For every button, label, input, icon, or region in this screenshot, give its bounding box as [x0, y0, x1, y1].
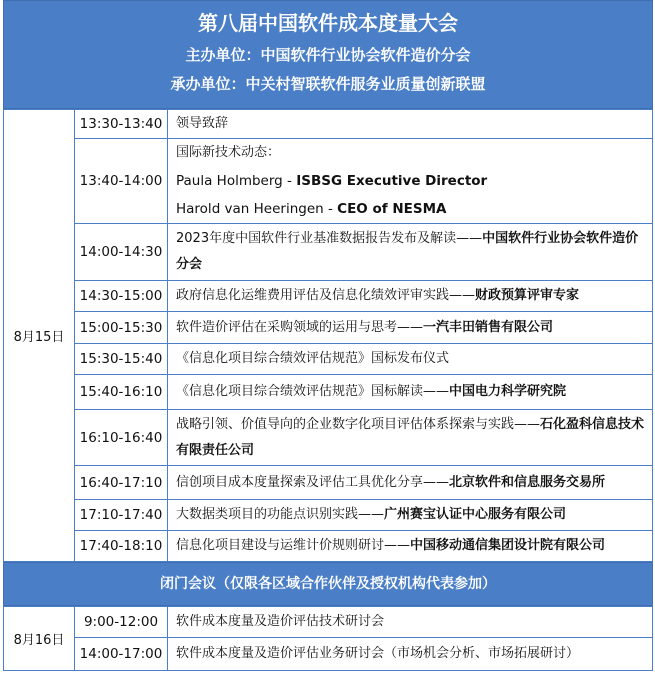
schedule-row [4, 312, 653, 344]
speaker-role: ISBSG Executive Director [296, 173, 488, 189]
speaker-name: Harold van Heeringen - [176, 201, 338, 217]
topic-cell [168, 375, 653, 410]
time-cell: 17:10-17:40 [75, 500, 168, 531]
topic-text: 《信息化项目综合绩效评估规范》国标发布仪式 [176, 351, 450, 366]
topic-text: 《信息化项目综合绩效评估规范》国标解读—— [176, 384, 450, 399]
schedule-row [4, 500, 653, 531]
topic-cell [168, 281, 653, 312]
speaker-org: 中国软件行业协会软件造价分会 [176, 231, 639, 272]
topic-text: 软件造价评估在采购领域的运用与思考—— [176, 319, 424, 335]
time-cell: 13:40-14:00 [75, 139, 168, 224]
topic-text: 政府信息化运维费用评估及信息化绩效评审实践—— [176, 288, 476, 303]
schedule-row [4, 375, 653, 410]
time-cell: 9:00-12:00 [75, 607, 168, 638]
speaker-org: 石化盈科信息技术有限责任公司 [176, 416, 645, 458]
topic-text: 2023年度中国软件行业基准数据报告发布及解读—— [176, 231, 483, 246]
schedule-row [4, 466, 653, 500]
topic-text: 信息化项目建设与运维计价规则研讨—— [176, 538, 411, 553]
topic-cell [168, 110, 653, 139]
topic-text: 软件成本度量及造价评估业务研讨会（市场机会分析、市场拓展研讨） [176, 646, 580, 661]
topic-cell [168, 410, 653, 466]
topic-cell [168, 224, 653, 281]
day1-date-cell: 8月15日 [4, 110, 75, 562]
topic-text: 领导致辞 [176, 116, 229, 131]
speaker-role: CEO of NESMA [337, 201, 447, 217]
time-cell: 14:00-17:00 [75, 638, 168, 671]
topic-cell [168, 638, 653, 671]
schedule-row [4, 281, 653, 312]
agenda-page [3, 0, 653, 671]
topic-cell [168, 139, 653, 224]
time-cell: 15:40-16:10 [75, 375, 168, 410]
co-organizer-line: 承办单位：中关村智联软件服务业质量创新联盟 [170, 75, 486, 93]
speaker-org: 一汽丰田销售有限公司 [423, 319, 554, 335]
topic-cell [168, 312, 653, 344]
speaker-org: 中国电力科学研究院 [449, 384, 567, 399]
time-cell: 15:30-15:40 [75, 344, 168, 375]
topic-text: 大数据类项目的功能点识别实践—— [176, 507, 385, 522]
speaker-line [176, 167, 646, 195]
closed-meeting-banner: 闭门会议（仅限各区域合作伙伴及授权机构代表参加） [3, 562, 653, 606]
time-cell: 13:30-13:40 [75, 110, 168, 139]
speaker-name: Paula Holmberg - [176, 173, 297, 189]
schedule-row [4, 531, 653, 562]
topic-cell [168, 500, 653, 531]
topic-cell [168, 344, 653, 375]
organizer-line: 主办单位：中国软件行业协会软件造价分会 [185, 46, 471, 64]
agenda-header [3, 0, 653, 109]
schedule-row [4, 410, 653, 466]
schedule-row [4, 344, 653, 375]
day1-schedule-table [3, 109, 653, 562]
schedule-row [4, 638, 653, 671]
time-cell: 16:10-16:40 [75, 410, 168, 466]
day2-date-cell: 8月16日 [4, 607, 75, 671]
schedule-row [4, 607, 653, 638]
speaker-org: 财政预算评审专家 [475, 288, 580, 303]
speaker-line [176, 195, 646, 223]
day2-schedule-table [3, 606, 653, 671]
topic-text: 信创项目成本度量探索及评估工具优化分享—— [176, 474, 450, 490]
time-cell: 14:00-14:30 [75, 224, 168, 281]
topic-text: 国际新技术动态： [176, 145, 281, 160]
speaker-org: 广州赛宝认证中心服务有限公司 [384, 507, 567, 522]
schedule-row [4, 110, 653, 139]
time-cell: 16:40-17:10 [75, 466, 168, 500]
topic-cell [168, 531, 653, 562]
topic-text: 战略引领、价值导向的企业数字化项目评估体系探索与实践—— [176, 416, 541, 432]
conference-title: 第八届中国软件成本度量大会 [198, 11, 458, 35]
topic-cell [168, 607, 653, 638]
time-cell: 17:40-18:10 [75, 531, 168, 562]
topic-text: 软件成本度量及造价评估技术研讨会 [176, 614, 385, 629]
speaker-org: 北京软件和信息服务交易所 [449, 474, 606, 490]
schedule-row [4, 224, 653, 281]
speaker-org: 中国移动通信集团设计院有限公司 [410, 538, 606, 553]
schedule-row [4, 139, 653, 224]
time-cell: 14:30-15:00 [75, 281, 168, 312]
time-cell: 15:00-15:30 [75, 312, 168, 344]
topic-cell [168, 466, 653, 500]
